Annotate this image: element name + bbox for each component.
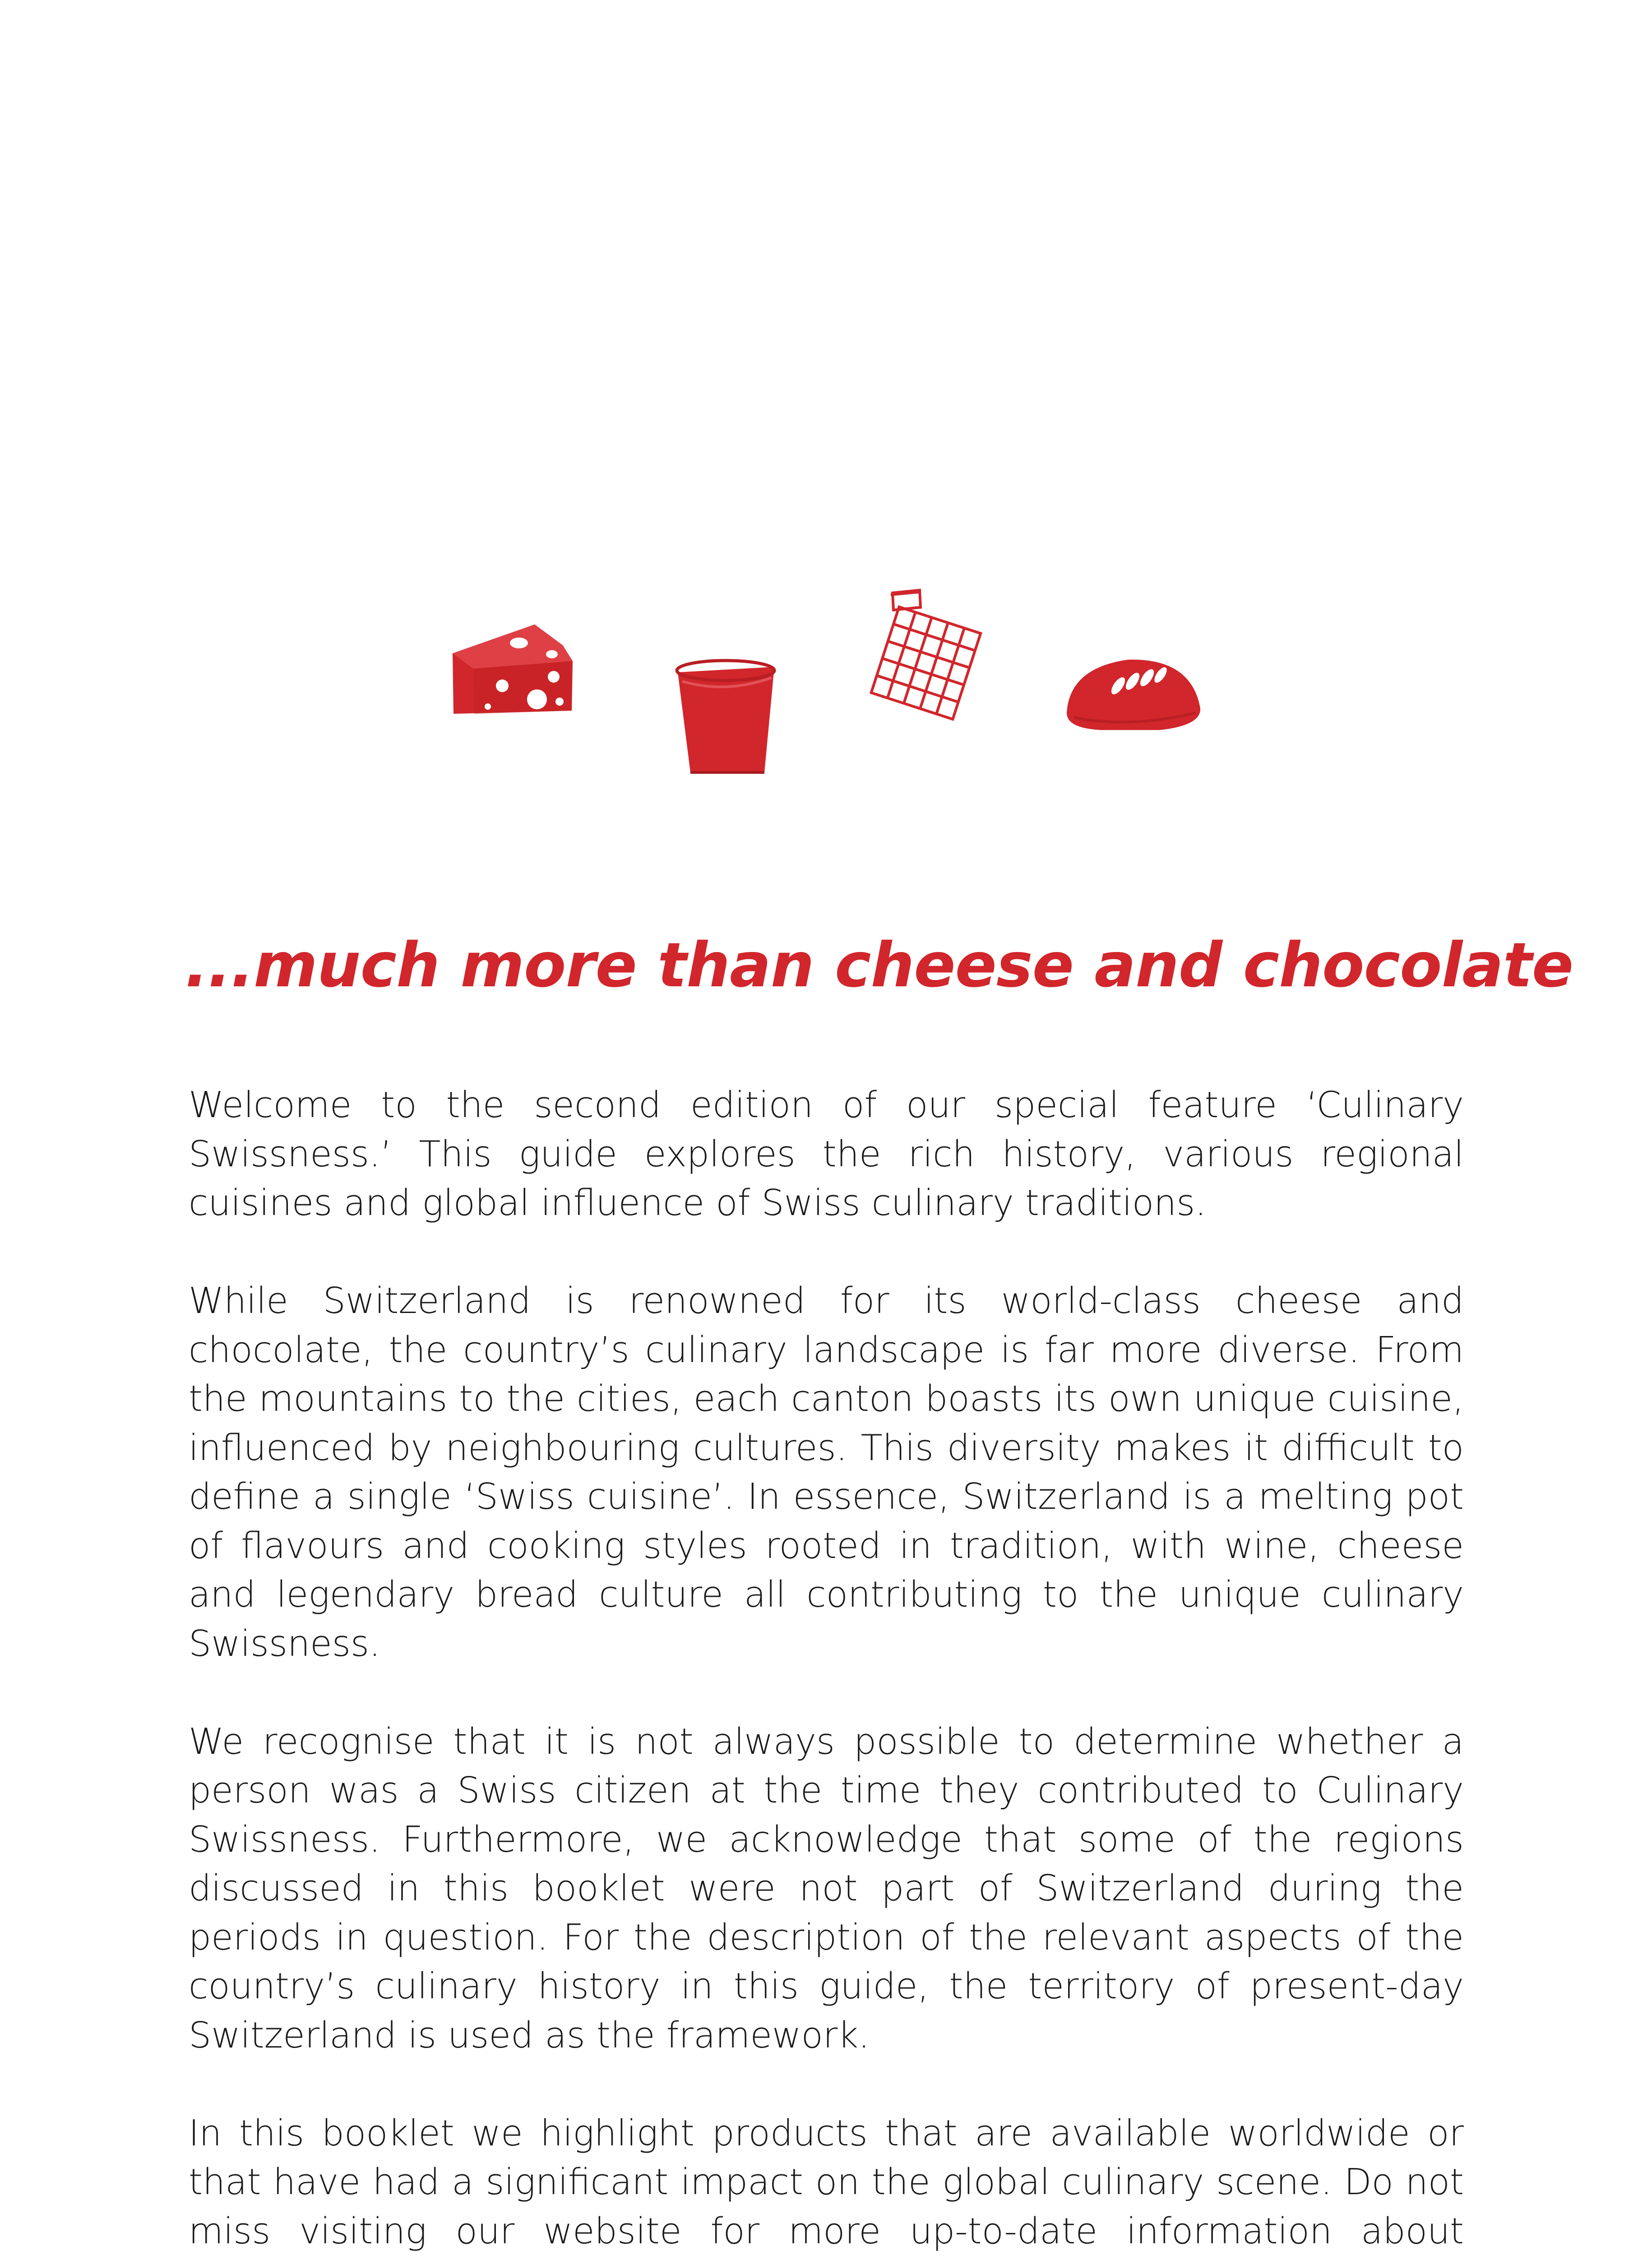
paragraph: We recognise that it is not always possible to determine whether a person was a Swiss citizen at the time they contributed to Culinary Swissness. Furthermore, we acknowledge that some of the regions discussed in this booklet were not part of Switzerland during the periods in question. For the description of the relevant aspects of the country’s culinary history in this guide, the territory of present-day Switzerland is used as the framework. bbox=[189, 1720, 1464, 2056]
page-headline: ...much more than cheese and chocolate bbox=[185, 930, 1573, 1001]
paragraph: In this booklet we highlight products that are available worldwide or that have had a significant impact on the global culinary scene. Do not miss visiting our website for more up-to-date information about bbox=[189, 2112, 1464, 2252]
chocolate-bar-icon bbox=[866, 587, 988, 722]
cheese-icon bbox=[444, 618, 580, 722]
illustration-row bbox=[0, 0, 1652, 812]
bread-loaf-icon bbox=[1060, 650, 1205, 735]
intro-text bbox=[189, 1081, 1464, 2256]
paragraph: While Switzerland is renowned for its world-class cheese and chocolate, the country’s culinary landscape is far more diverse. From the mountains to the cities, each canton boasts its own unique cuisine, influenced by neighbouring cultures. This diversity makes it difficult to define a single ‘Swiss cuisine’. In essence, Switzerland is a melting pot of flavours and cooking styles rooted in tradition, with wine, cheese and legendary bread culture all contributing to the unique culinary Swissness. bbox=[189, 1280, 1464, 1664]
paragraph: Welcome to the second edition of our special feature ‘Culinary Swissness.’ This guide explores the rich history, various regional cuisines and global influence of Swiss culinary traditions. bbox=[189, 1084, 1464, 1224]
glass-icon bbox=[672, 654, 781, 781]
